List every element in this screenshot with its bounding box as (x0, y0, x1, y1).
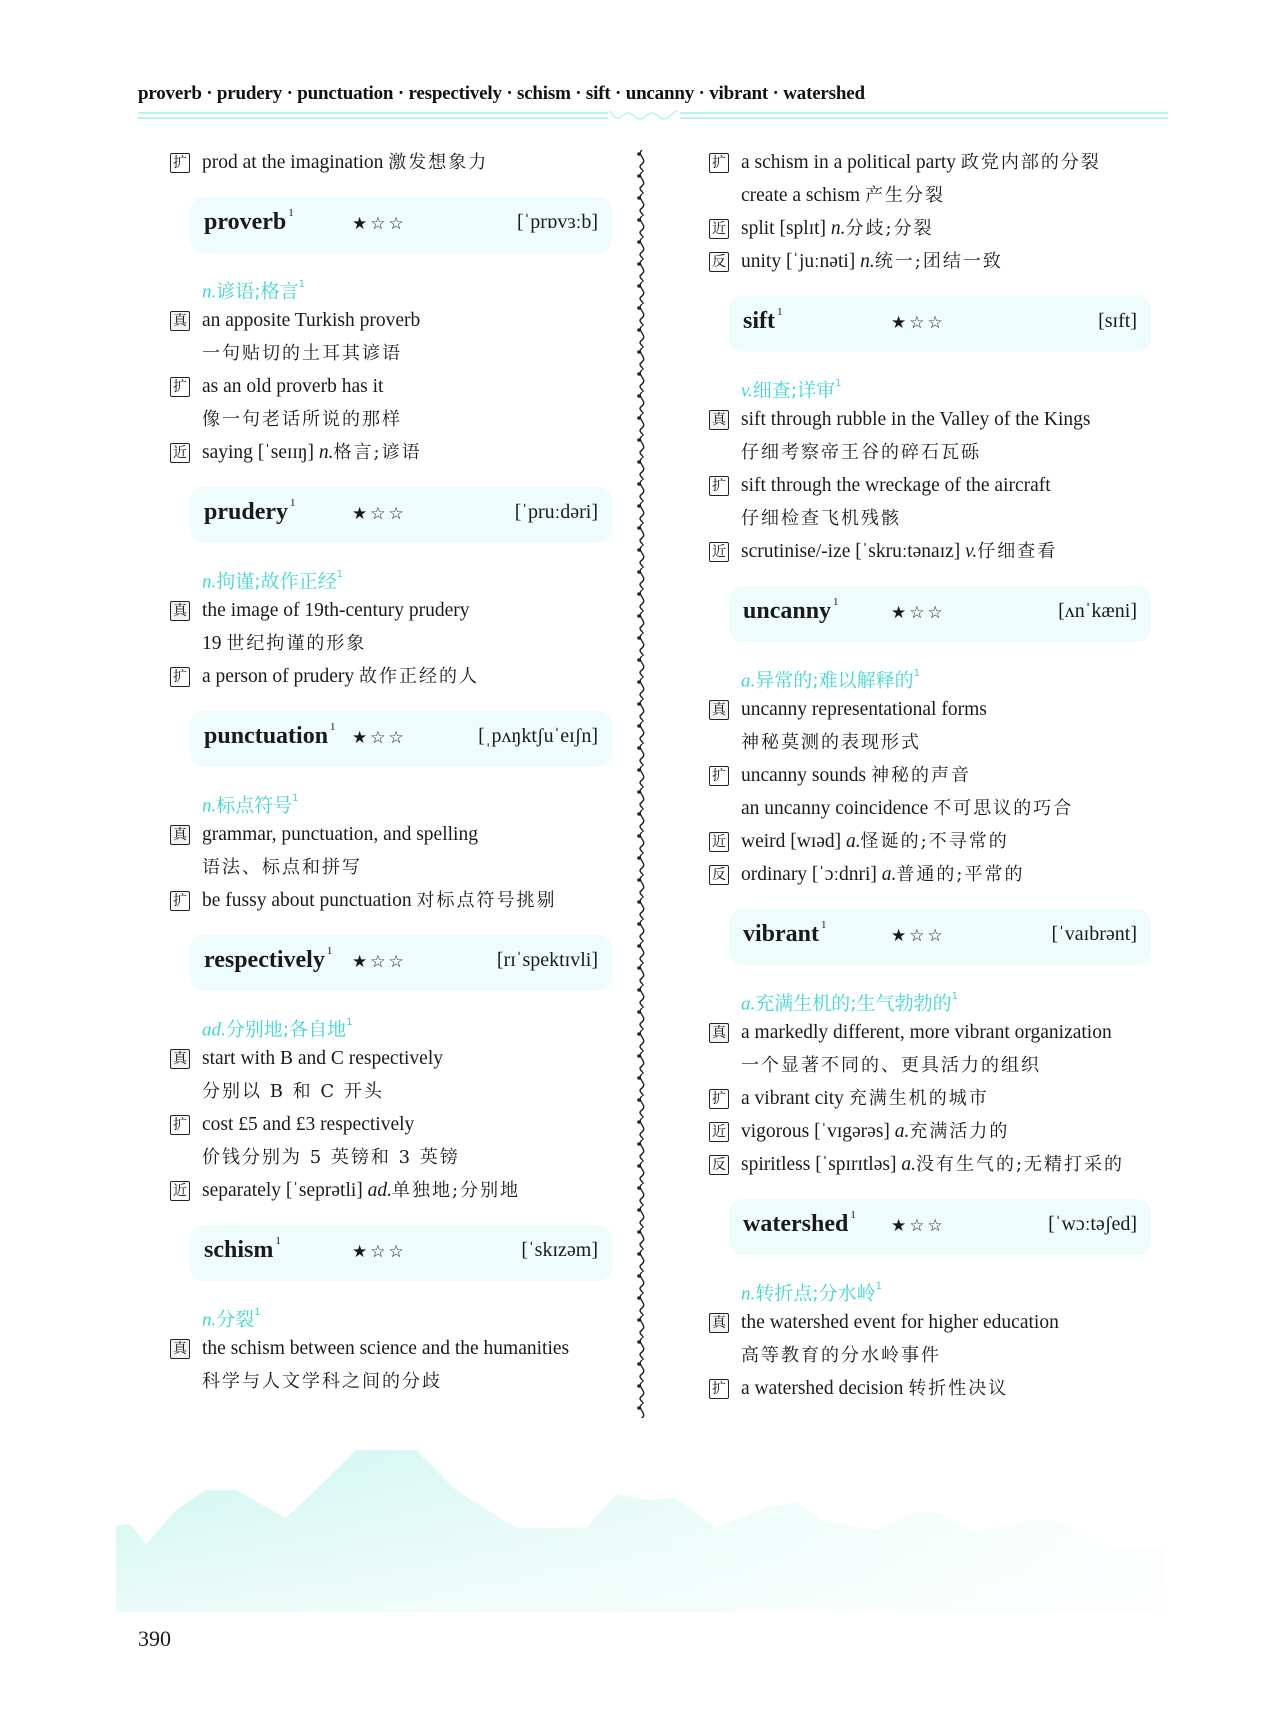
entry-header-uncanny (729, 586, 1151, 642)
phonetic: [ˈprɒvɜːb] (516, 211, 598, 233)
headword: vibrant $^1$ (743, 919, 827, 947)
tag-jin-icon: 近 (170, 443, 190, 463)
tag-zhen-icon: 真 (709, 1023, 729, 1043)
running-head: proverb · prudery · punctuation · respectively · schism · sift · uncanny · vibrant · watershed (138, 83, 865, 104)
entry-header-respectively (190, 935, 612, 991)
tag-kuo-icon: 扩 (709, 1379, 729, 1399)
phonetic: [ˈwɔːtəʃed] (1048, 1213, 1137, 1235)
tag-kuo-icon: 扩 (709, 153, 729, 173)
tag-zhen-icon: 真 (709, 410, 729, 430)
tag-fan-icon: 反 (709, 865, 729, 885)
phonetic: [ˈpruːdəri] (514, 501, 598, 523)
sense-definition: n.转折点;分水岭$^1$ (741, 1281, 883, 1305)
star-rating-icon: ★☆☆ (891, 313, 946, 333)
tag-zhen-icon: 真 (170, 601, 190, 621)
star-rating-icon: ★☆☆ (352, 504, 407, 524)
tag-jin-icon: 近 (709, 832, 729, 852)
phonetic: [ʌnˈkæni] (1058, 600, 1137, 622)
tag-zhen-icon: 真 (170, 825, 190, 845)
headword: schism $^1$ (204, 1235, 281, 1263)
tag-kuo-icon: 扩 (709, 476, 729, 496)
sense-definition: n.谚语;格言$^1$ (202, 279, 306, 303)
tag-zhen-icon: 真 (709, 700, 729, 720)
headword: sift $^1$ (743, 306, 783, 334)
headword: watershed $^1$ (743, 1209, 856, 1237)
tag-zhen-icon: 真 (170, 1339, 190, 1359)
entry-header-watershed (729, 1199, 1151, 1255)
page-number: 390 (138, 1626, 171, 1651)
sense-definition: n.拘谨;故作正经$^1$ (202, 569, 344, 593)
tag-jin-icon: 近 (709, 219, 729, 239)
star-rating-icon: ★☆☆ (352, 1242, 407, 1262)
tag-kuo-icon: 扩 (170, 891, 190, 911)
example-line: 扩 prod at the imagination 激发想象力 (168, 146, 620, 179)
sense-definition: a.异常的;难以解释的$^1$ (741, 668, 921, 692)
entry-header-schism (190, 1225, 612, 1281)
header-rule-ornament (138, 110, 1168, 122)
headword: respectively $^1$ (204, 945, 333, 973)
star-rating-icon: ★☆☆ (352, 728, 407, 748)
sense-definition: ad.分别地;各自地$^1$ (202, 1017, 353, 1041)
phonetic: [rɪˈspektɪvli] (496, 949, 598, 971)
tag-jin-icon: 近 (709, 542, 729, 562)
tag-kuo-icon: 扩 (709, 1089, 729, 1109)
right-column: 扩 a schism in a political party 政党内部的分裂 create a schism 产生分裂 近 split [splɪt] n.分歧;分裂 反 unity [ˈjuːnəti] n.统一;团结一致 sift $^1$ ★☆☆ [sɪft] v.细查;详审$^1$ 真 sift through rubble in the Valley of the Kings 仔细考察帝王谷的碎石瓦砾 扩 sift through the wreckage of the aircraft 仔细检查飞机残骸 近 scrutinise/-ize [ˈskruːtənaɪz] v.仔细查看 uncanny $^1$ ★☆☆ [ʌnˈkæni] a.异常的;难以解释的$^1$ 真 uncanny representational forms 神秘莫测的表现形式 扩 uncanny sounds 神秘的声音 an uncanny coincidence 不可思议的巧合 近 weird [wɪəd] a.怪诞的;不寻常的 反 ordinary [ˈɔːdnri] a.普通的;平常的 vibrant $^1$ ★☆☆ [ˈvaɪbrənt] a.充满生机的;生气勃勃的$^1$ 真 a markedly different, more vibrant organization 一个显著不同的、更具活力的组织 扩 a vibrant city 充满生机的城市 近 vigorous [ˈvɪgərəs] a.充满活力的 反 spiritless [ˈspɪrɪtləs] a.没有生气的;无精打采的 watershed $^1$ ★☆☆ [ˈwɔːtəʃed] n.转折点;分水岭$^1$ 真 the watershed event for higher education 高等教育的分水岭事件 扩 a watershed decision 转折性决议 (707, 146, 1169, 1405)
tag-fan-icon: 反 (709, 1155, 729, 1175)
tag-zhen-icon: 真 (170, 311, 190, 331)
phonetic: [sɪft] (1098, 310, 1137, 332)
sense-definition: n.标点符号$^1$ (202, 793, 299, 817)
tag-kuo-icon: 扩 (709, 766, 729, 786)
tag-jin-icon: 近 (709, 1122, 729, 1142)
entry-header-proverb (190, 197, 612, 253)
tag-kuo-icon: 扩 (170, 377, 190, 397)
tag-jin-icon: 近 (170, 1181, 190, 1201)
tag-zhen-icon: 真 (170, 1049, 190, 1069)
entry-header-sift (729, 296, 1151, 352)
tag-kuo-icon: 扩 (170, 153, 190, 173)
star-rating-icon: ★☆☆ (352, 214, 407, 234)
sense-definition: a.充满生机的;生气勃勃的$^1$ (741, 991, 959, 1015)
entry-header-vibrant (729, 909, 1151, 965)
star-rating-icon: ★☆☆ (891, 926, 946, 946)
phonetic: [ˌpʌŋktʃuˈeɪʃn] (478, 725, 598, 747)
tag-fan-icon: 反 (709, 252, 729, 272)
entry-header-punctuation (190, 711, 612, 767)
tag-kuo-icon: 扩 (170, 667, 190, 687)
column-divider-ornament (634, 150, 650, 1418)
star-rating-icon: ★☆☆ (891, 603, 946, 623)
sense-definition: v.细查;详审$^1$ (741, 378, 842, 402)
phonetic: [ˈskɪzəm] (521, 1239, 598, 1261)
sense-definition: n.分裂$^1$ (202, 1307, 261, 1331)
headword: prudery $^1$ (204, 497, 296, 525)
headword: proverb $^1$ (204, 207, 294, 235)
headword: punctuation $^1$ (204, 721, 336, 749)
entry-header-prudery (190, 487, 612, 543)
headword: uncanny $^1$ (743, 596, 839, 624)
left-column: 扩 prod at the imagination 激发想象力 proverb $^1$ ★☆☆ [ˈprɒvɜːb] n.谚语;格言$^1$ 真 an apposite Turkish proverb 一句贴切的土耳其谚语 扩 as an old proverb has it 像一句老话所说的那样 近 saying [ˈseɪɪŋ] n.格言;谚语 prudery $^1$ ★☆☆ [ˈpruːdəri] n.拘谨;故作正经$^1$ 真 the image of 19th-century prudery 19 世纪拘谨的形象 扩 a person of prudery 故作正经的人 punctuation $^1$ ★☆☆ [ˌpʌŋktʃuˈeɪʃn] n.标点符号$^1$ 真 grammar, punctuation, and spelling 语法、标点和拼写 扩 be fussy about punctuation 对标点符号挑剔 respectively $^1$ ★☆☆ [rɪˈspektɪvli] ad.分别地;各自地$^1$ 真 start with B and C respectively 分别以 B 和 C 开头 扩 cost £5 and £3 respectively 价钱分别为 5 英镑和 3 英镑 近 separately [ˈseprətli] ad.单独地;分别地 schism $^1$ ★☆☆ [ˈskɪzəm] n.分裂$^1$ 真 the schism between science and the humanities 科学与人文学科之间的分歧 (168, 146, 620, 1398)
tag-zhen-icon: 真 (709, 1313, 729, 1333)
mountain-landscape-decoration (116, 1440, 1166, 1612)
star-rating-icon: ★☆☆ (352, 952, 407, 972)
star-rating-icon: ★☆☆ (891, 1216, 946, 1236)
phonetic: [ˈvaɪbrənt] (1051, 923, 1137, 945)
tag-kuo-icon: 扩 (170, 1115, 190, 1135)
